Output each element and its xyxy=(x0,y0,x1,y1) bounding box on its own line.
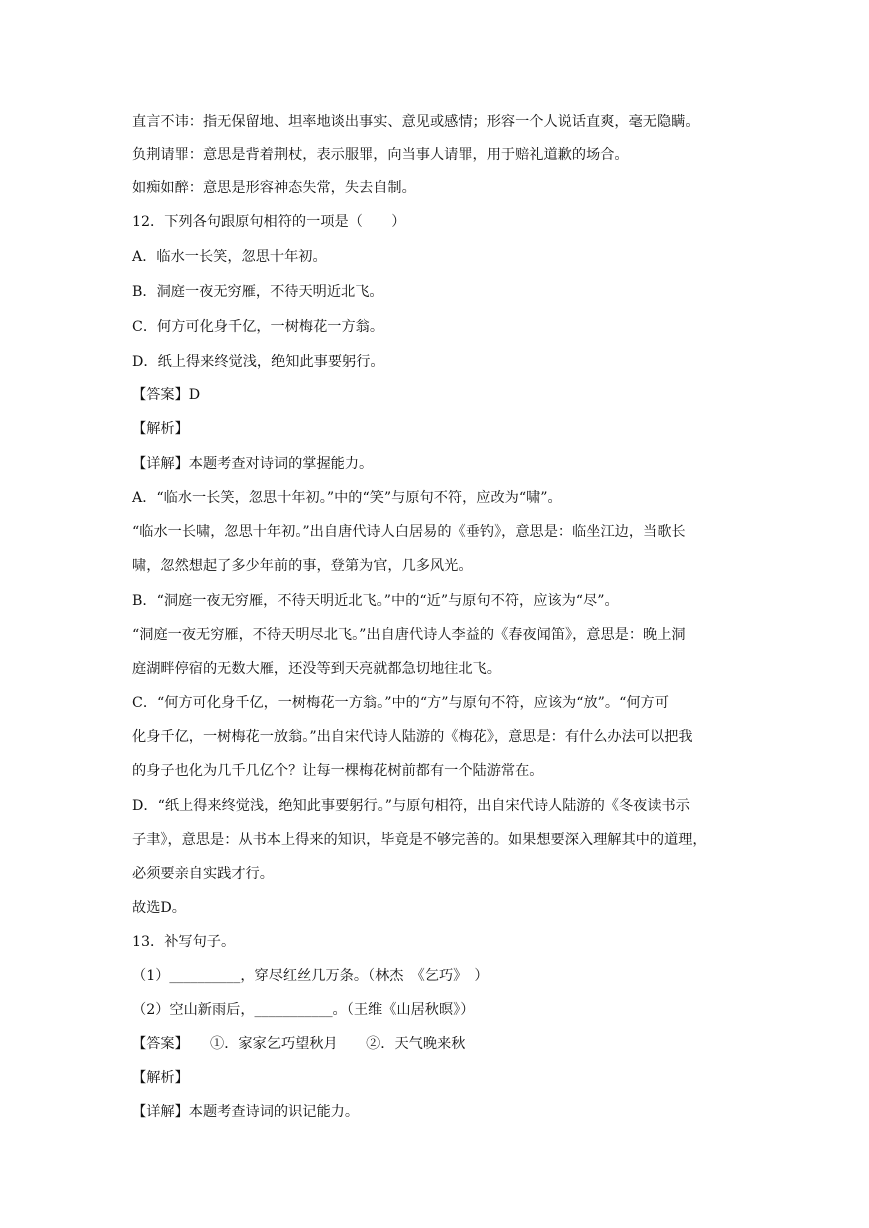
text-line: C．“何方可化身千亿，一树梅花一方翁。”中的“方”与原句不符，应该为“放”。“何方可 xyxy=(132,695,669,711)
fill-blank-1: （1）__________，穿尽红丝几万条。（林杰 《乞巧》 ） xyxy=(132,968,489,984)
text-line: 啸，忽然想起了多少年前的事，登第为官，几多风光。 xyxy=(132,558,473,574)
fill-blank-2: （2）空山新雨后，___________。（王维《山居秋暝》） xyxy=(132,1002,475,1018)
text-line: 负荆请罪：意思是背着荆杖，表示服罪，向当事人请罪，用于赔礼道歉的场合。 xyxy=(132,147,629,163)
answer-label: 【答案】 ①．家家乞巧望秋月 ②．天气晚来秋 xyxy=(132,1036,466,1052)
detail-label: 【详解】本题考查诗词的识记能力。 xyxy=(132,1104,360,1120)
answer-label: 【答案】D xyxy=(132,387,201,403)
text-line: A．“临水一长笑，忽思十年初。”中的“笑”与原句不符，应改为“啸”。 xyxy=(132,490,562,506)
text-line: 的身子也化为几千几亿个？让每一棵梅花树前都有一个陆游常在。 xyxy=(132,763,544,779)
text-line: 化身千亿，一树梅花一放翁。”出自宋代诗人陆游的《梅花》，意思是：有什么办法可以把我 xyxy=(132,729,693,745)
option-a: A．临水一长笑，忽思十年初。 xyxy=(132,249,327,265)
text-line: 故选D。 xyxy=(132,900,186,916)
option-d: D．纸上得来终觉浅，绝知此事要躬行。 xyxy=(132,354,385,370)
option-b: B．洞庭一夜无穷雁，不待天明近北飞。 xyxy=(132,284,384,300)
text-line: 直言不讳：指无保留地、坦率地谈出事实、意见或感情；形容一个人说话直爽，毫无隐瞒。 xyxy=(132,114,700,130)
analysis-label: 【解析】 xyxy=(132,1070,189,1086)
analysis-label: 【解析】 xyxy=(132,421,189,437)
detail-label: 【详解】本题考查对诗词的掌握能力。 xyxy=(132,456,374,472)
text-line: 如痴如醉：意思是形容神态失常，失去自制。 xyxy=(132,180,416,196)
question-12-title: 12．下列各句跟原句相符的一项是（ ） xyxy=(132,214,406,230)
question-13-title: 13．补写句子。 xyxy=(132,934,236,950)
text-line: 庭湖畔停宿的无数大雁，还没等到天亮就都急切地往北飞。 xyxy=(132,661,501,677)
text-line: B．“洞庭一夜无穷雁，不待天明近北飞。”中的“近”与原句不符，应该为“尽”。 xyxy=(132,593,619,609)
text-line: “洞庭一夜无穷雁，不待天明尽北飞。”出自唐代诗人李益的《春夜闻笛》，意思是：晚上洞 xyxy=(132,627,686,643)
text-line: 子聿》，意思是：从书本上得来的知识，毕竟是不够完善的。如果想要深入理解其中的道理， xyxy=(132,832,707,848)
text-line: 必须要亲自实践才行。 xyxy=(132,866,274,882)
text-line: D．“纸上得来终觉浅，绝知此事要躬行。”与原句相符，出自宋代诗人陆游的《冬夜读书示 xyxy=(132,798,690,814)
text-line: “临水一长啸，忽思十年初。”出自唐代诗人白居易的《垂钓》，意思是：临坐江边，当歌长 xyxy=(132,524,686,540)
option-c: C．何方可化身千亿，一树梅花一方翁。 xyxy=(132,319,385,335)
